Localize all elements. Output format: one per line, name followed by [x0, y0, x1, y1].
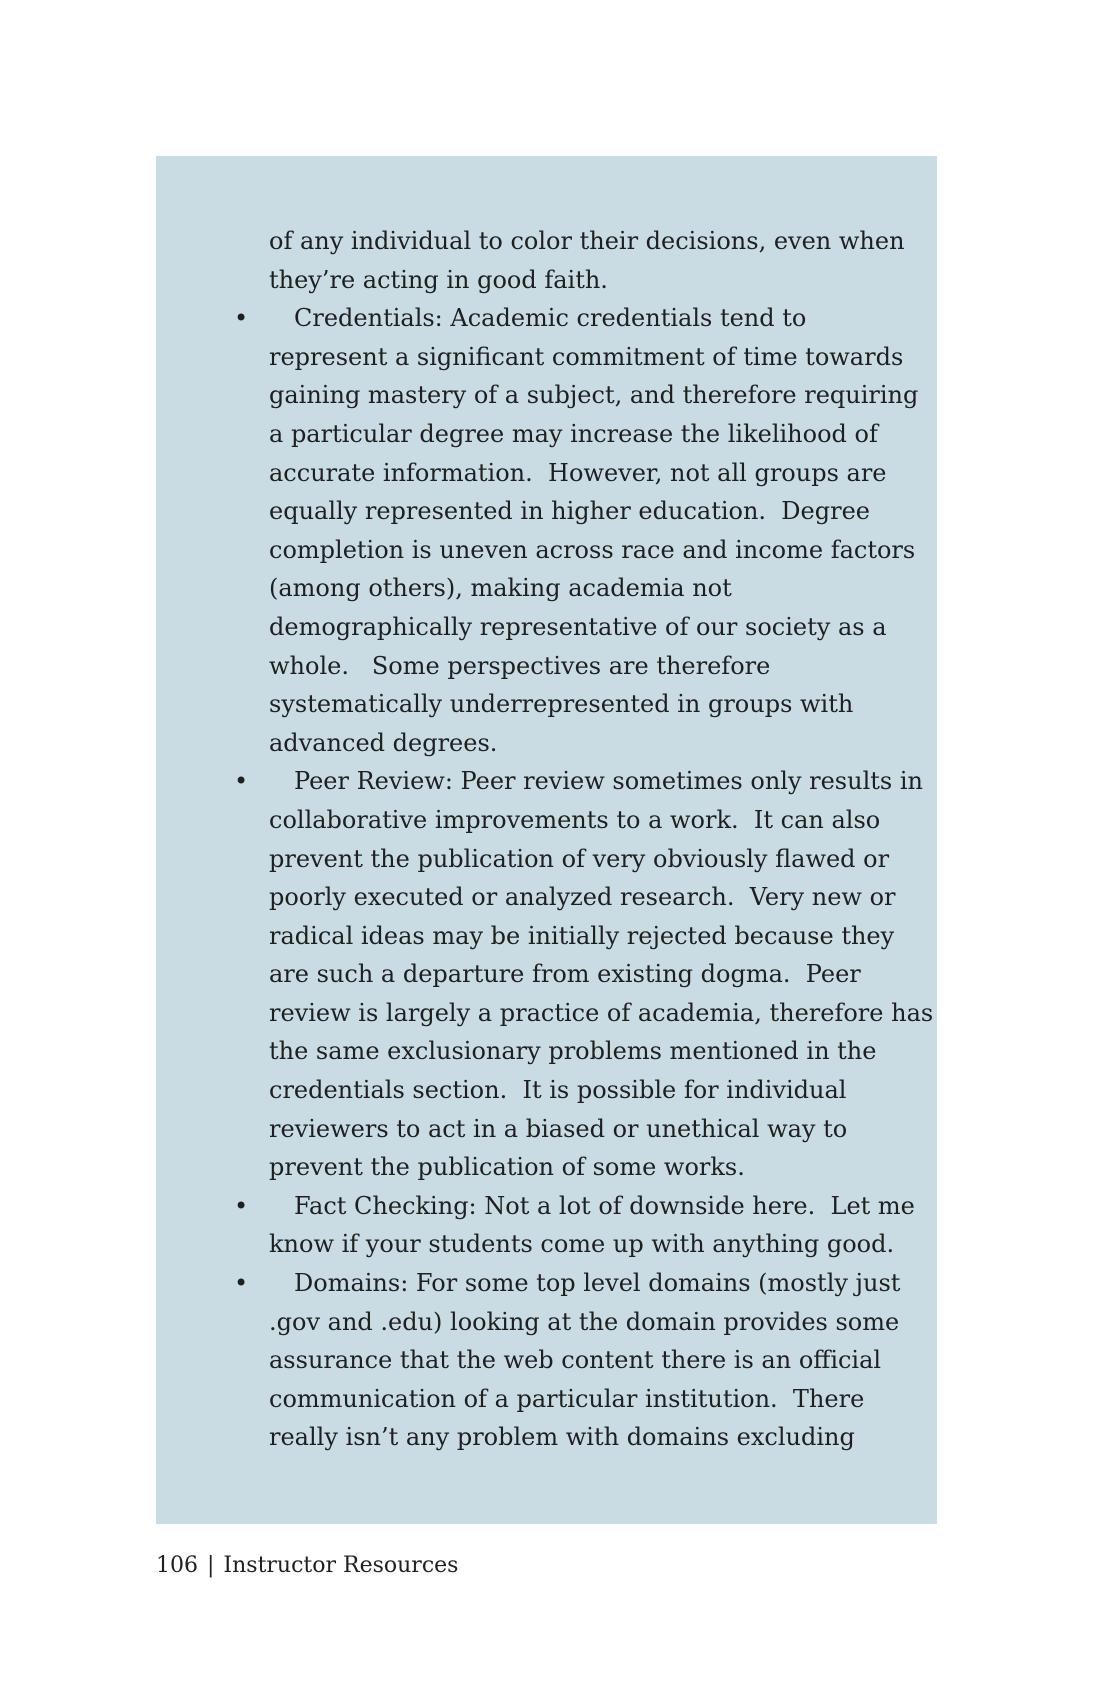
text-line: really isn’t any problem with domains excluding: [269, 1423, 855, 1452]
text-line: know if your students come up with anything good.: [269, 1230, 895, 1259]
callout-box: [156, 156, 937, 1524]
bullet-text: Fact Checking: Not a lot of downside here. Let me: [294, 1191, 915, 1220]
bullet-item-line: [234, 299, 909, 338]
bullet-icon: •: [234, 767, 249, 796]
text-line: represent a significant commitment of time towards: [269, 342, 904, 371]
text-line: communication of a particular institution. There: [269, 1384, 865, 1413]
text-line: radical ideas may be initially rejected because they: [269, 921, 895, 950]
page-number: 106: [156, 1553, 198, 1578]
bullet-icon: •: [234, 304, 249, 333]
text-line: demographically representative of our society as a: [269, 612, 887, 641]
text-line: prevent the publication of some works.: [269, 1153, 745, 1182]
text-line: are such a departure from existing dogma. Peer: [269, 960, 861, 989]
callout-text: [234, 222, 934, 1457]
text-line: whole. Some perspectives are therefore: [269, 651, 771, 680]
bullet-item-line: [234, 762, 923, 801]
footer-separator: |: [207, 1553, 215, 1578]
bullet-text: Domains: For some top level domains (mostly just: [294, 1269, 901, 1298]
section-title: Instructor Resources: [223, 1553, 459, 1578]
bullet-item-line: [234, 1187, 915, 1226]
text-line: poorly executed or analyzed research. Very new or: [269, 883, 896, 912]
text-line: .gov and .edu) looking at the domain provides some: [269, 1307, 900, 1336]
text-line: advanced degrees.: [269, 728, 498, 757]
bullet-text: Peer Review: Peer review sometimes only results in: [294, 767, 923, 796]
text-line: (among others), making academia not: [269, 574, 732, 603]
text-line: of any individual to color their decisions, even when: [269, 227, 905, 255]
text-line: assurance that the web content there is an official: [269, 1346, 882, 1375]
text-line: gaining mastery of a subject, and therefore requiring: [269, 381, 919, 410]
text-line: collaborative improvements to a work. It can also: [269, 805, 881, 834]
text-line: review is largely a practice of academia, therefore has: [269, 998, 934, 1027]
text-line: prevent the publication of very obviously flawed or: [269, 844, 890, 873]
bullet-item-line: [234, 1264, 909, 1303]
text-line: equally represented in higher education. Degree: [269, 497, 870, 526]
text-line: completion is uneven across race and income factors: [269, 535, 916, 564]
page-footer: [156, 1551, 458, 1581]
text-line: the same exclusionary problems mentioned in the: [269, 1037, 877, 1066]
text-line: credentials section. It is possible for individual: [269, 1076, 847, 1105]
text-line: systematically underrepresented in groups with: [269, 690, 854, 719]
bullet-icon: •: [234, 1191, 249, 1220]
text-line: a particular degree may increase the likelihood of: [269, 419, 878, 448]
text-line: accurate information. However, not all groups are: [269, 458, 887, 487]
text-line: reviewers to act in a biased or unethical way to: [269, 1114, 848, 1143]
bullet-icon: •: [234, 1269, 249, 1298]
text-line: they’re acting in good faith.: [269, 265, 608, 294]
bullet-text: Credentials: Academic credentials tend to: [294, 304, 807, 333]
